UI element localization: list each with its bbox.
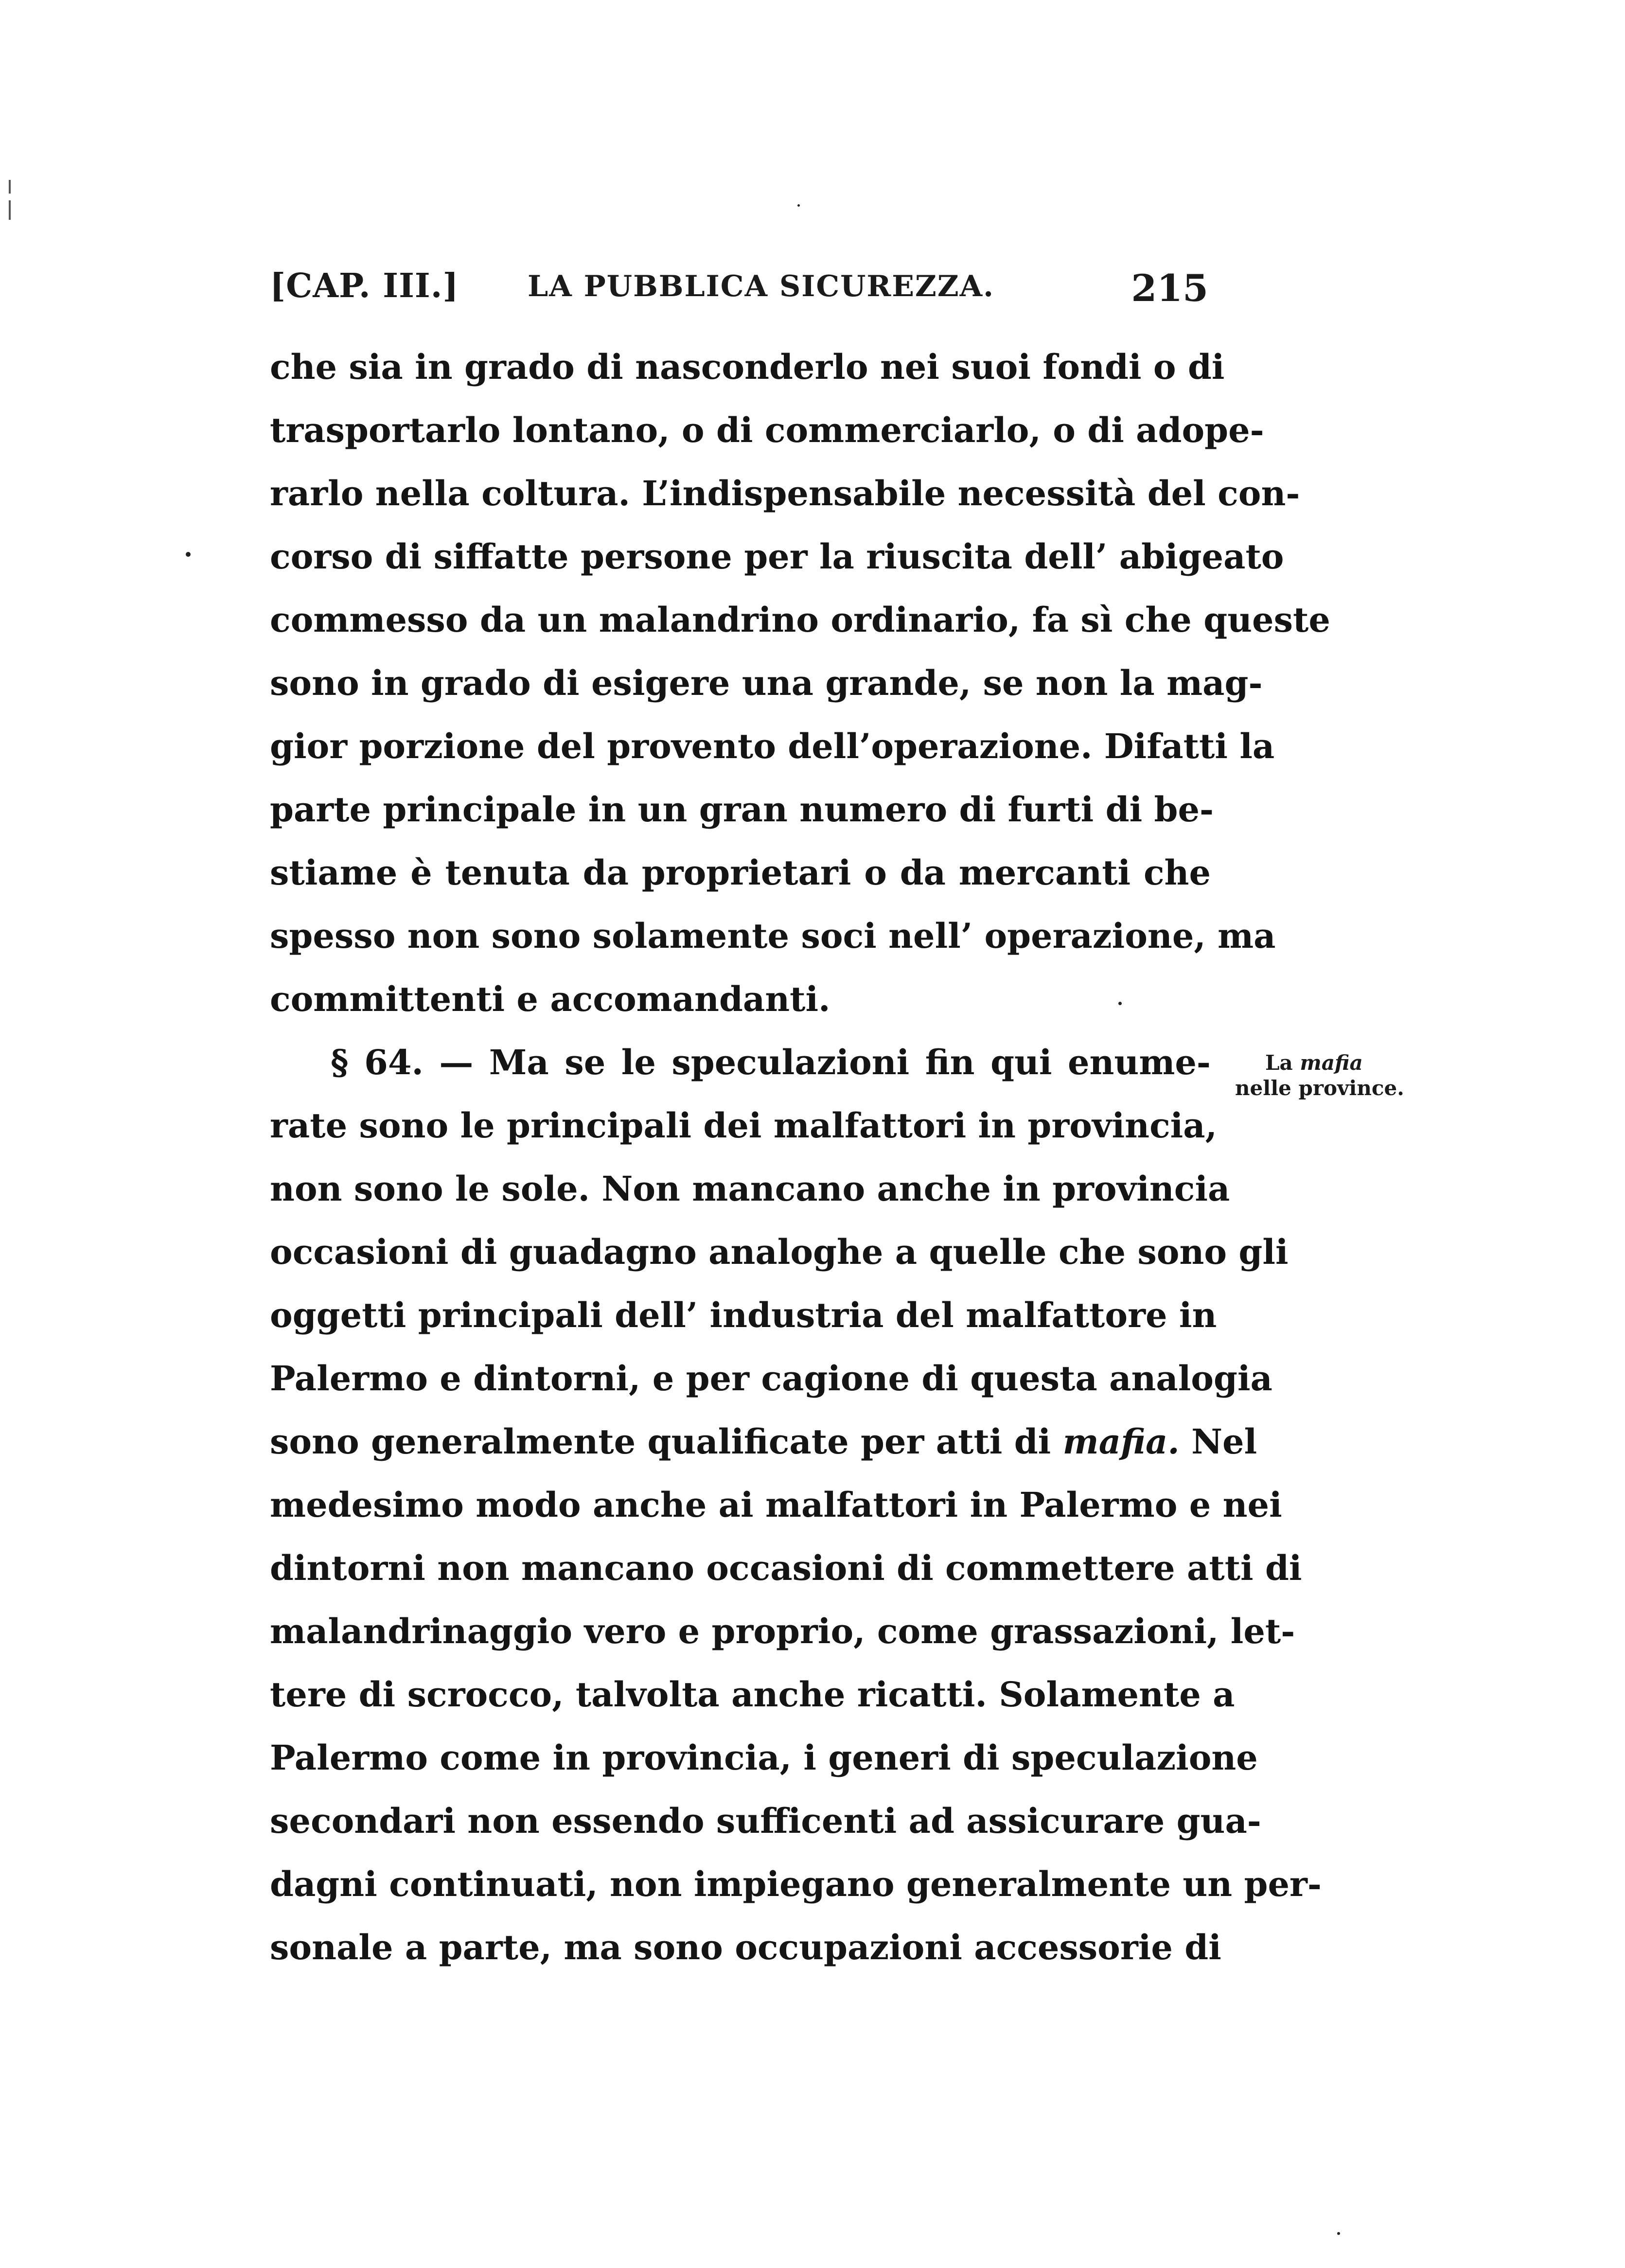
text-line: trasportarlo lontano, o di commerciarlo, o di adope-	[270, 410, 1264, 450]
margin-note-line: nelle province.	[1235, 1076, 1404, 1100]
text-line: dagni continuati, non impiegano generalmente un per-	[270, 1864, 1322, 1904]
text-line: rarlo nella coltura. L’indispensabile necessità del con-	[270, 473, 1300, 514]
dust-speck	[186, 552, 191, 557]
text-segment: sono generalmente qualificate per atti di	[270, 1421, 1063, 1462]
dust-speck	[1118, 1002, 1122, 1005]
italic-word-mafia: mafia.	[1062, 1421, 1180, 1462]
chapter-label: [CAP. III.]	[270, 266, 459, 305]
text-line: Palermo e dintorni, e per cagione di questa analogia	[270, 1358, 1272, 1399]
margin-note-italic: mafia	[1300, 1051, 1363, 1075]
text-segment: Nel	[1179, 1421, 1257, 1462]
page-number: 215	[1131, 266, 1208, 310]
margin-note-line	[1235, 1050, 1439, 1076]
scan-edge-mark	[9, 200, 11, 220]
running-title: LA PUBBLICA SICUREZZA.	[528, 269, 995, 303]
text-line: parte principale in un gran numero di furti di be-	[270, 789, 1214, 830]
text-line: medesimo modo anche ai malfattori in Palermo e nei	[270, 1485, 1282, 1525]
text-line: committenti e accomandanti.	[270, 979, 830, 1019]
scan-edge-mark	[9, 180, 11, 194]
text-line: tere di scrocco, talvolta anche ricatti. Solamente a	[270, 1674, 1235, 1715]
text-line: non sono le sole. Non mancano anche in provincia	[270, 1169, 1230, 1209]
text-line: che sia in grado di nasconderlo nei suoi fondi o di	[270, 347, 1225, 387]
text-line: sono in grado di esigere una grande, se non la mag-	[270, 663, 1263, 703]
running-header	[270, 266, 1208, 315]
section-heading-line: § 64. — Ma se le speculazioni fin qui enume-	[331, 1042, 1211, 1082]
text-line: rate sono le principali dei malfattori in provincia,	[270, 1105, 1218, 1146]
text-line: malandrinaggio vero e proprio, come grassazioni, let-	[270, 1611, 1295, 1651]
text-line: corso di siffatte persone per la riuscita dell’ abigeato	[270, 536, 1284, 577]
text-line: commesso da un malandrino ordinario, fa sì che queste	[270, 600, 1330, 640]
dust-speck	[1337, 2232, 1340, 2235]
margin-note	[1235, 1050, 1439, 1101]
text-line: sonale a parte, ma sono occupazioni accessorie di	[270, 1927, 1221, 1967]
text-line: dintorni non mancano occasioni di commettere atti di	[270, 1548, 1302, 1588]
text-line-mafia	[270, 1410, 1257, 1473]
text-line: spesso non sono solamente soci nell’ operazione, ma	[270, 916, 1276, 956]
dust-speck	[797, 204, 800, 207]
text-line: stiame è tenuta da proprietari o da mercanti che	[270, 852, 1211, 893]
text-line: secondari non essendo sufficenti ad assicurare gua-	[270, 1801, 1261, 1841]
text-line: Palermo come in provincia, i generi di speculazione	[270, 1737, 1258, 1778]
margin-note-text: La	[1265, 1051, 1300, 1075]
text-line: occasioni di guadagno analoghe a quelle che sono gli	[270, 1232, 1289, 1272]
text-line: oggetti principali dell’ industria del malfattore in	[270, 1295, 1217, 1335]
text-line: gior porzione del provento dell’operazione. Difatti la	[270, 726, 1275, 766]
